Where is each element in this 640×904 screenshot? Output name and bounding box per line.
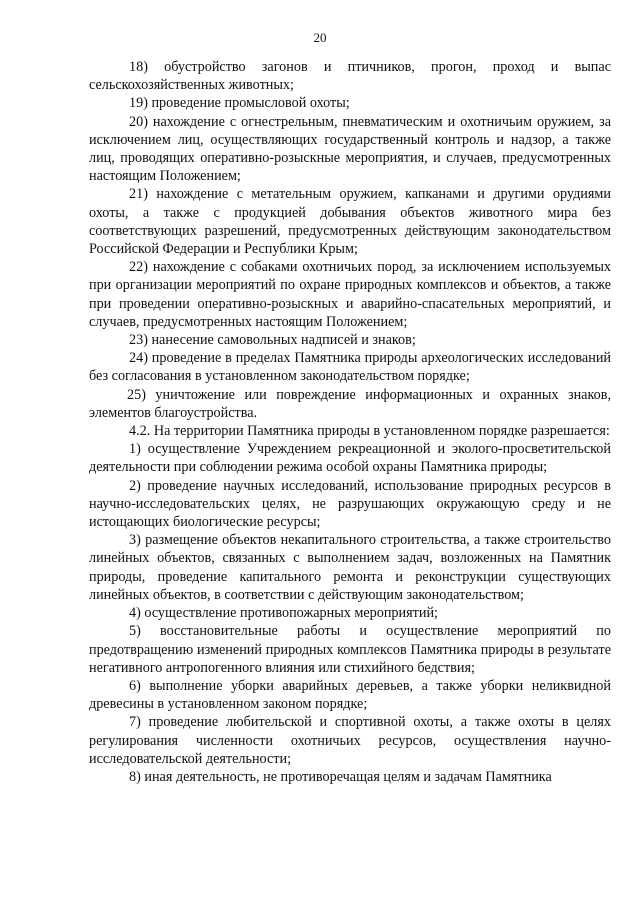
paragraph-item-22: 22) нахождение с собаками охотничьих пород, за исключением используемых при организации мероприятий по охране природных комплексов и объектов, а также при проведении оперативно-розыскных и аварийно-спасательных мероприятий, и случаев, предусмотренных настоящим Положением;: [89, 259, 611, 330]
paragraph-item-24: 24) проведение в пределах Памятника природы археологических исследований без согласования в установленном законодательством порядке;: [89, 350, 611, 385]
paragraph-item-21: 21) нахождение с метательным оружием, капканами и другими орудиями охоты, а также с продукцией добывания объектов животного мира без соответствующих разрешений, предусмотренных действующим законодательством Российской Федерации и Республики Крым;: [89, 186, 611, 258]
paragraph-permitted-1: 1) осуществление Учреждением рекреационной и эколого-просветительской деятельности при соблюдении режима особой охраны Памятника природы;: [89, 441, 611, 476]
paragraph-permitted-4: 4) осуществление противопожарных мероприятий;: [129, 605, 438, 622]
page-number: 20: [313, 30, 327, 45]
paragraph-item-19: 19) проведение промысловой охоты;: [129, 95, 350, 112]
document-body: [89, 58, 611, 786]
paragraph-item-20: 20) нахождение с огнестрельным, пневматическим и охотничьим оружием, за исключением лиц, осуществляющих государственный контроль и надзор, а также лиц, проводящих оперативно-розыскные мероприятия, и случаев, предусмотренных настоящим Положением;: [89, 113, 611, 185]
paragraph-permitted-7: 7) проведение любительской и спортивной охоты, а также охоты в целях регулирования численности охотничьих ресурсов, осуществления научно-исследовательской деятельности;: [89, 714, 611, 767]
section-heading-4-2: 4.2. На территории Памятника природы в установленном порядке разрешается:: [129, 423, 610, 440]
paragraph-item-18: 18) обустройство загонов и птичников, прогон, проход и выпас сельскохозяйственных животных;: [89, 59, 611, 94]
paragraph-item-23: 23) нанесение самовольных надписей и знаков;: [129, 332, 416, 349]
paragraph-permitted-5: 5) восстановительные работы и осуществление мероприятий по предотвращению изменений природных комплексов Памятника природы в результате негативного антропогенного влияния или стихийного бедствия;: [89, 623, 611, 676]
paragraph-permitted-3: 3) размещение объектов некапитального строительства, а также строительство линейных объектов, связанных с выполнением задач, возложенных на Памятник природы, проведение капитального ремонта и реконструкции существующих линейных объектов, в соответствии с действующим законодательством;: [89, 532, 611, 603]
paragraph-permitted-2: 2) проведение научных исследований, использование природных ресурсов в научно-исследовательских целях, не разрушающих окружающую среду и не истощающих биологические ресурсы;: [89, 477, 611, 531]
paragraph-permitted-8: 8) иная деятельность, не противоречащая целям и задачам Памятника: [129, 768, 552, 785]
paragraph-item-25: 25) уничтожение или повреждение информационных и охранных знаков, элементов благоустройства.: [89, 386, 611, 421]
paragraph-permitted-6: 6) выполнение уборки аварийных деревьев, а также уборки неликвидной древесины в установленном законом порядке;: [89, 677, 611, 713]
